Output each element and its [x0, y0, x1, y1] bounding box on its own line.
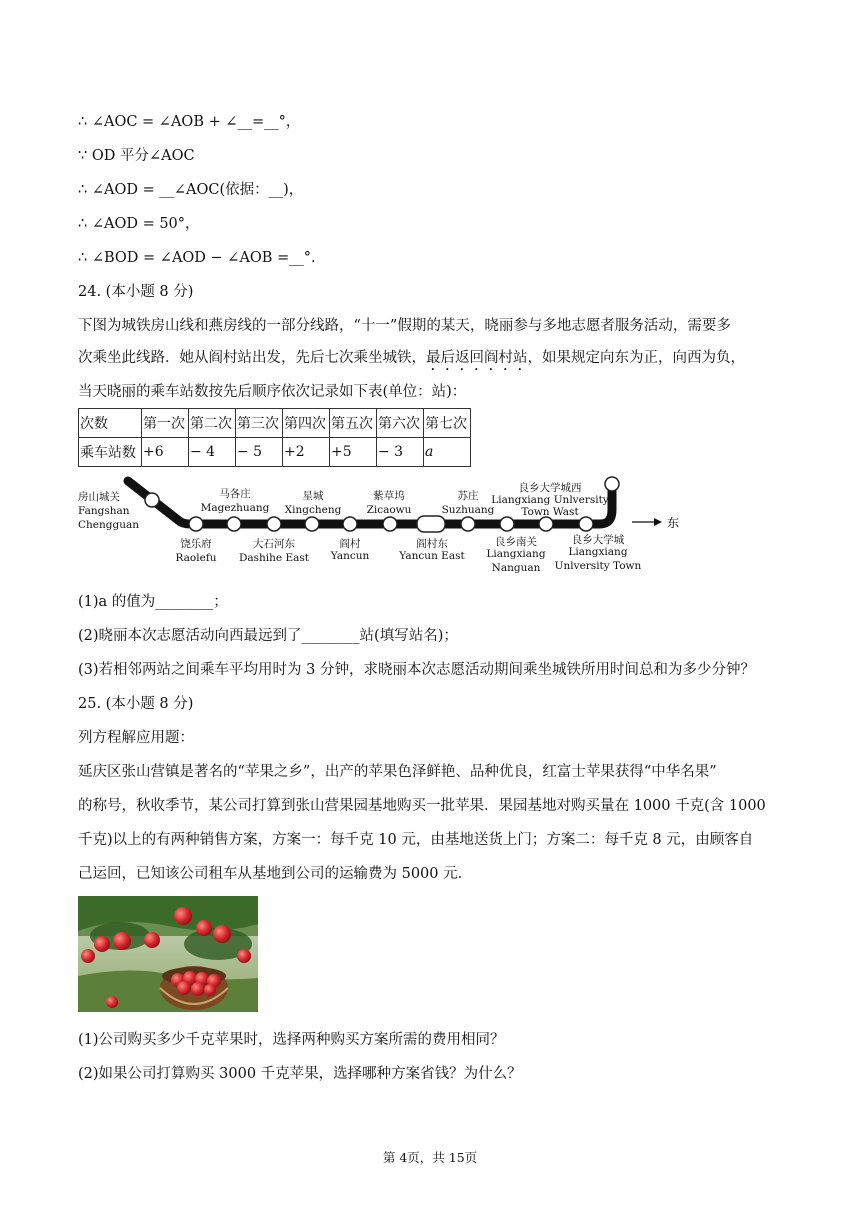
- station-name-en: Town Wast: [521, 506, 579, 518]
- station-name-en: Yancun: [330, 550, 370, 562]
- station-name-zh: 星城: [302, 490, 324, 502]
- station-name-zh: 房山城关: [78, 491, 120, 503]
- table-cell: 第一次: [142, 409, 189, 438]
- table-cell: − 3: [377, 438, 424, 467]
- station-name-zh: 阎村东: [416, 538, 448, 550]
- station-marker: [579, 517, 593, 531]
- station-name-zh: 紫草坞: [373, 490, 405, 502]
- q25-stem-2: 的称号，秋收季节，某公司打算到张山营果园基地购买一批苹果．果园基地对购买量在 1000 千克(含 1000: [78, 798, 766, 814]
- table-cell: 第七次: [424, 409, 471, 438]
- station-name-en: Unlversity Town: [554, 560, 642, 572]
- subway-line-map: [72, 470, 712, 580]
- station-name-zh: 大石河东: [253, 538, 295, 550]
- q24-heading: 24. (本小题 8 分): [78, 284, 194, 300]
- proof-line-4: ∴ ∠AOD = 50°，: [78, 216, 200, 232]
- station-marker: [145, 493, 159, 507]
- station-name-zh: 马各庄: [219, 488, 251, 500]
- station-marker: [539, 517, 553, 531]
- station-name-en: Nanguan: [491, 562, 541, 574]
- station-name-zh: 良乡大学城西: [518, 482, 582, 494]
- q24-sub-3: (3)若相邻两站之间乘车平均用时为 3 分钟，求晓丽本次志愿活动期间乘坐城铁所用时间总和为多少分钟？: [78, 662, 755, 678]
- station-name-en: Liangxiang Unlversity: [491, 494, 609, 506]
- q25-stem-3: 千克)以上的有两种销售方案，方案一：每千克 10 元，由基地送货上门；方案二：每千克 8 元，由顾客自: [78, 832, 754, 848]
- station-marker: [227, 517, 241, 531]
- station-name-zh: 良乡大学城: [571, 534, 625, 546]
- table-cell: 第二次: [189, 409, 236, 438]
- station-name-en: Zicaowu: [366, 504, 412, 516]
- station-name-en: Fangshan: [78, 505, 130, 517]
- station-name-en: Chengguan: [78, 519, 140, 531]
- table-cell: 第六次: [377, 409, 424, 438]
- station-name-en: Dashihe East: [238, 552, 310, 564]
- q25-sub-2: (2)如果公司打算购买 3000 千克苹果，选择哪种方案省钱？为什么？: [78, 1066, 522, 1082]
- station-name-en: Yancun East: [399, 550, 465, 562]
- q24-stem-2: [78, 348, 745, 374]
- proof-line-5: ∴ ∠BOD = ∠AOD − ∠AOB =__°.: [78, 250, 316, 266]
- station-marker: [305, 517, 319, 531]
- q24-stem-3: 当天晓丽的乘车站数按先后顺序依次记录如下表(单位：站)：: [78, 384, 467, 400]
- station-name-en: Suzhuang: [441, 504, 495, 516]
- east-arrow-icon: [654, 518, 662, 526]
- interchange-station-marker: [417, 516, 445, 532]
- station-marker: [267, 517, 281, 531]
- table-cell: 次数: [79, 409, 142, 438]
- table-cell: 第五次: [330, 409, 377, 438]
- station-name-en: Xingcheng: [284, 504, 342, 516]
- station-name-en: Raolefu: [175, 552, 217, 564]
- table-cell: − 4: [189, 438, 236, 467]
- q24-stem-2c: ，如果规定向东为正，向西为负，: [527, 350, 745, 366]
- table-cell: +5: [330, 438, 377, 467]
- station-marker: [189, 517, 203, 531]
- station-name-en: Liangxiang: [486, 548, 546, 560]
- station-name-zh: 苏庄: [457, 490, 479, 502]
- q24-sub-2: (2)晓丽本次志愿活动向西最远到了________站(填写站名)；: [78, 628, 458, 644]
- table-cell: a: [424, 438, 471, 467]
- station-name-zh: 阎村: [339, 538, 361, 550]
- station-name-en: Liangxiang: [568, 546, 628, 558]
- table-cell: 第四次: [283, 409, 330, 438]
- table-row: [79, 438, 471, 467]
- apple-orchard-photo: [78, 896, 258, 1012]
- direction-label: 东: [667, 516, 680, 530]
- ride-record-table: [78, 408, 471, 467]
- table-header-row: [79, 409, 471, 438]
- table-cell: − 5: [236, 438, 283, 467]
- q24-stem-1: 下图为城铁房山线和燕房线的一部分线路，“十一”假期的某天，晓丽参与多地志愿者服务活动，需要多: [78, 318, 731, 334]
- q25-stem-1: 延庆区张山营镇是著名的“苹果之乡”，出产的苹果色泽鲜艳、品种优良，红富士苹果获得“中华名果”: [78, 764, 717, 780]
- table-cell: +6: [142, 438, 189, 467]
- station-name-zh: 饶乐府: [180, 538, 212, 550]
- table-cell: 第三次: [236, 409, 283, 438]
- station-marker: [500, 517, 514, 531]
- q24-stem-2a: 次乘坐此线路．她从阎村站出发，先后七次乘坐城铁，: [78, 350, 426, 366]
- station-marker: [461, 517, 475, 531]
- station-marker: [383, 517, 397, 531]
- station-name-zh: 良乡南关: [495, 536, 537, 548]
- proof-line-2: ∵ OD 平分∠AOC: [78, 148, 195, 164]
- terminal-station-marker: [605, 477, 619, 491]
- q25-heading: 25. (本小题 8 分): [78, 696, 194, 712]
- q25-stem-4: 己运回，已知该公司租车从基地到公司的运输费为 5000 元．: [78, 866, 473, 882]
- q25-intro: 列方程解应用题：: [78, 730, 194, 746]
- q25-sub-1: (1)公司购买多少千克苹果时，选择两种购买方案所需的费用相同？: [78, 1032, 505, 1048]
- page-footer: 第 4页，共 15页: [382, 1150, 478, 1165]
- proof-line-3: ∴ ∠AOD = __∠AOC(依据：__)，: [78, 182, 304, 198]
- station-marker: [343, 517, 357, 531]
- table-cell: 乘车站数: [79, 438, 142, 467]
- q24-sub-1: (1)a 的值为________；: [78, 594, 228, 610]
- proof-line-1: ∴ ∠AOC = ∠AOB + ∠__=__°，: [78, 114, 301, 130]
- station-name-en: Magezhuang: [200, 502, 270, 514]
- q24-stem-2b-emphasis: 最后返回阎村站: [426, 350, 528, 366]
- table-cell: +2: [283, 438, 330, 467]
